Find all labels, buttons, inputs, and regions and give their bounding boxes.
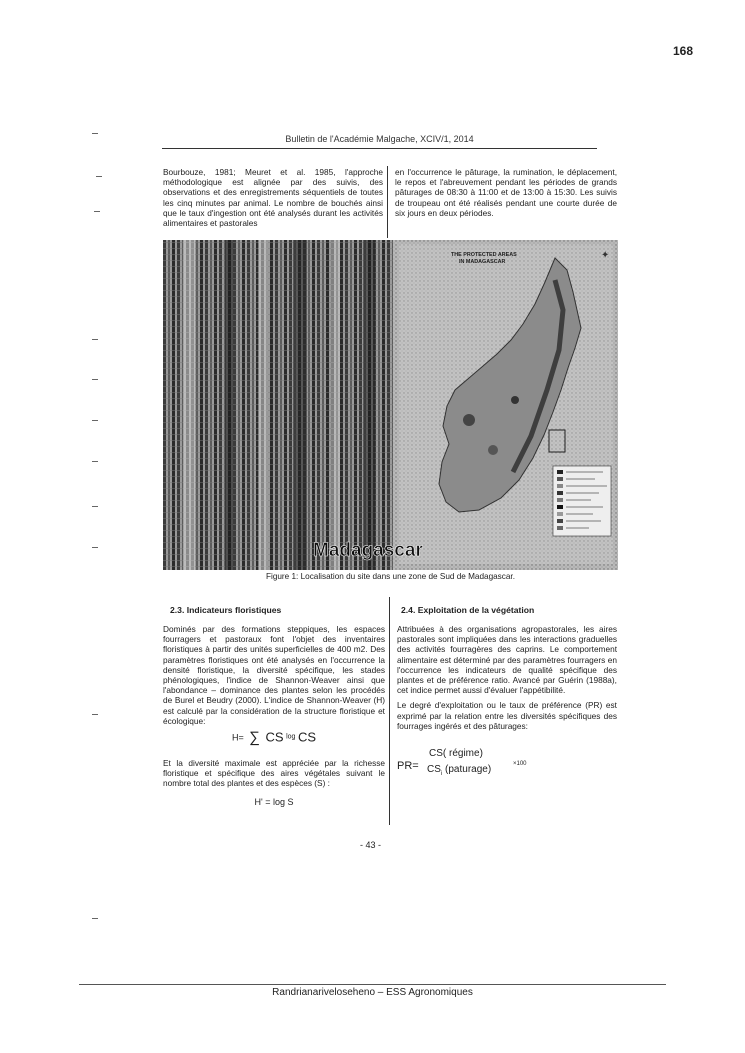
sum-symbol: ∑ (249, 728, 260, 746)
protected-area-mark (463, 414, 475, 426)
top-right-column (395, 167, 617, 223)
protected-area-mark (511, 396, 519, 404)
margin-mark (92, 420, 98, 421)
footer-text: Randrianariveloseheno – ESS Agronomiques (272, 987, 473, 998)
preference-ratio-formula (397, 749, 617, 789)
footer-rule (79, 984, 666, 985)
formula-h-log: log (286, 733, 296, 741)
top-right-paragraph: en l'occurrence le pâturage, la rumination, le déplacement, le repos et l'abreuvement pendant les périodes de grands pâturages de 08:30 à 11:00 et de 13:00 à 15:30. Les suivis de troupeau ont été réalisés pendant une courte durée de six jours en deux périodes. (395, 167, 617, 218)
formula-pr-den-sub: i (440, 771, 443, 778)
scan-strip-area (163, 240, 393, 570)
section-2-3-title: 2.3. Indicateurs floristiques (170, 605, 282, 615)
section-2-4-paragraph2: Le degré d'exploitation ou le taux de préférence (PR) est exprimé par la relation entre les diversités spécifiques des fourrages ingérés et des pâturages: (397, 700, 617, 731)
formula-h-lhs: H= (232, 732, 244, 743)
margin-mark (92, 714, 98, 715)
section-2-4-title: 2.4. Exploitation de la végétation (401, 605, 535, 615)
printed-page-number: - 43 - (360, 840, 382, 850)
margin-mark (92, 506, 98, 507)
margin-mark (92, 339, 98, 340)
formula-h-term1: CS (265, 729, 284, 745)
column-divider (387, 166, 388, 238)
bottom-left-column (163, 624, 385, 807)
margin-mark (92, 133, 98, 134)
hmax-formula: H' = log S (254, 796, 294, 807)
formula-pr-denominator (427, 765, 491, 779)
figure-caption: Figure 1: Localisation du site dans une zone de Sud de Madagascar. (266, 572, 515, 581)
formula-pr-multiplier: ×100 (513, 761, 527, 768)
legend-swatches (557, 470, 563, 530)
top-left-paragraph: Bourbouze, 1981; Meuret et al. 1985, l'approche méthodologique est alignée par des suivis, des observations et des enregistrements séquentiels de toutes les cinq minutes par animal. Le nombre de bouchés ainsi que le taux d'ingestion ont été analysés durant les activités alimentaires et pastorales (163, 167, 383, 229)
section-2-3-paragraph1: Dominés par des formations steppiques, les espaces fourragers et pastoraux font l'objet des inventaires floristiques à partir des unités superficielles de 400 m2. Des paramètres floristiques ont été analysés en l'occurrence la densité floristique, la diversité spécifique, les stades phénologiques, l'indice de Shannon-Weaver ainsi que l'abondance – dominance des plantes selon les procédés de Burel et Beudry (2000). L'indice de Shannon-Weaver (H) est calculé par la considération de la structure floristique et écologique: (163, 624, 385, 726)
protected-area-mark (488, 445, 498, 455)
figure-image (163, 240, 618, 570)
compass-icon: ✦ (601, 250, 610, 261)
shannon-formula (163, 728, 385, 750)
margin-mark (92, 547, 98, 548)
formula-pr-numerator: CS( régime) (429, 748, 483, 760)
column-divider (389, 597, 390, 825)
margin-mark (94, 211, 100, 212)
bottom-right-column (397, 624, 617, 789)
madagascar-label: Madagascar (313, 540, 423, 561)
margin-mark (96, 176, 102, 177)
journal-header: Bulletin de l'Académie Malgache, XCIV/1, 2014 (285, 134, 474, 144)
section-2-3-paragraph2: Et la diversité maximale est appréciée par la richesse floristique et spécifique des aires végétales suivant le nombre total des plantes et des espèces (S) : (163, 758, 385, 789)
figure-site-map (163, 240, 618, 570)
formula-pr-lhs: PR= (397, 760, 419, 773)
page-number: 168 (672, 44, 693, 58)
top-left-column (163, 167, 383, 233)
formula-pr-den-rest: (paturage) (445, 764, 492, 776)
margin-mark (92, 918, 98, 919)
section-2-4-paragraph1: Attribuées à des organisations agropastorales, les aires pastorales sont impliquées dans les interactions graduelles des activités fourragères des caprins. Le comportement alimentaire est déterminé par des paramètres fourragers en l'occurrence les indicateurs de qualité spécifique des plantes et de préférence ratio. Avancé par Guérin (1988a), cet indice permet aussi d'évaluer l'appétibilité. (397, 624, 617, 696)
margin-mark (92, 461, 98, 462)
formula-pr-den-cs: CS (427, 764, 441, 776)
map-title-line1: THE PROTECTED AREAS (451, 252, 517, 258)
header-rule (162, 148, 597, 149)
formula-h-term2: CS (297, 729, 316, 745)
map-title-line2: IN MADAGASCAR (459, 259, 506, 265)
margin-mark (92, 379, 98, 380)
